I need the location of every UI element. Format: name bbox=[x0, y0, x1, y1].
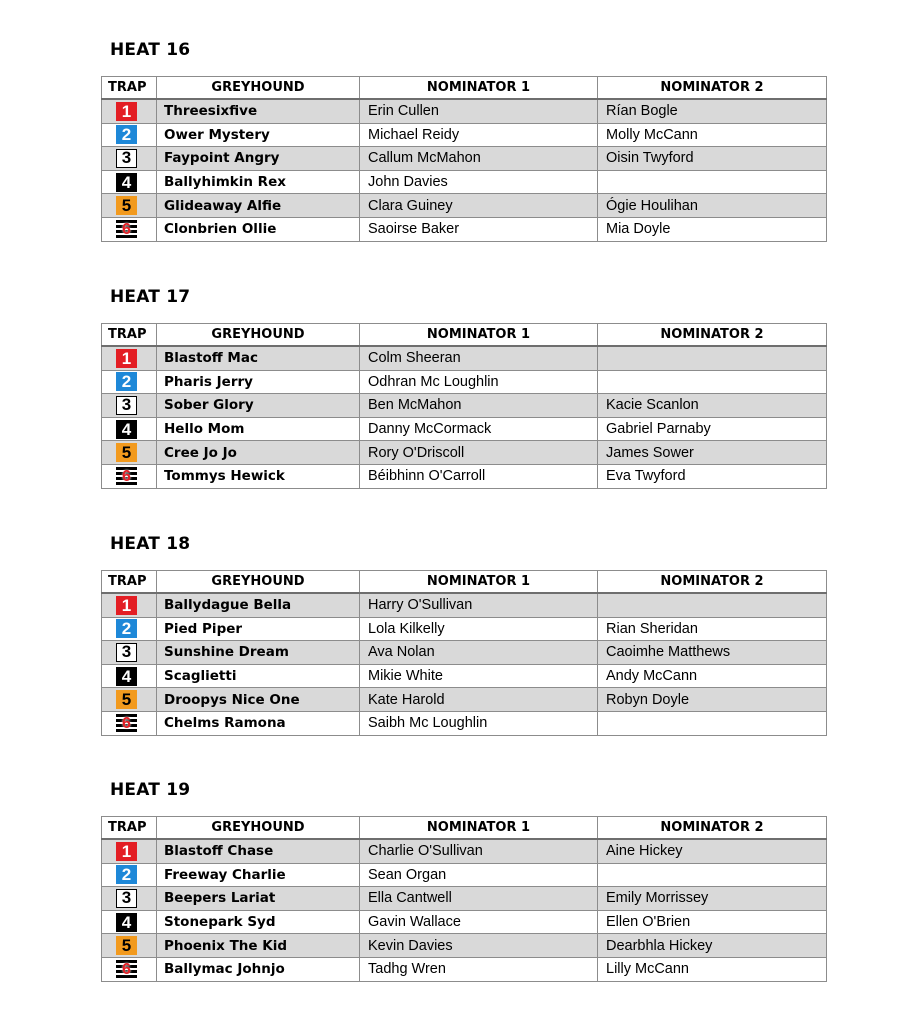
nominator-1: Sean Organ bbox=[360, 863, 598, 887]
table-row bbox=[102, 194, 827, 218]
trap-cell bbox=[102, 170, 157, 194]
nominator-2 bbox=[598, 370, 827, 394]
greyhound-name: Pharis Jerry bbox=[157, 370, 360, 394]
trap-3-icon: 3 bbox=[116, 643, 137, 662]
trap-cell bbox=[102, 863, 157, 887]
nominator-1: Erin Cullen bbox=[360, 99, 598, 123]
nominator-2: Mia Doyle bbox=[598, 217, 827, 241]
trap-1-icon: 1 bbox=[116, 349, 137, 368]
trap-header: TRAP bbox=[102, 817, 157, 840]
trap-cell bbox=[102, 641, 157, 665]
greyhound-name: Clonbrien Ollie bbox=[157, 217, 360, 241]
table-row bbox=[102, 217, 827, 241]
greyhound-header: GREYHOUND bbox=[157, 324, 360, 347]
heat-table bbox=[101, 323, 827, 489]
table-row bbox=[102, 957, 827, 981]
trap-cell bbox=[102, 688, 157, 712]
nominator-2 bbox=[598, 346, 827, 370]
trap-2-icon: 2 bbox=[116, 125, 137, 144]
greyhound-name: Threesixfive bbox=[157, 99, 360, 123]
nominator-2: Rían Bogle bbox=[598, 99, 827, 123]
trap-2-icon: 2 bbox=[116, 372, 137, 391]
table-row bbox=[102, 910, 827, 934]
heat-title: HEAT 19 bbox=[110, 780, 191, 800]
nominator-2: Ellen O'Brien bbox=[598, 910, 827, 934]
trap-5-icon: 5 bbox=[116, 196, 137, 215]
trap-5-icon: 5 bbox=[116, 936, 137, 955]
trap-5-icon: 5 bbox=[116, 443, 137, 462]
nominator1-header: NOMINATOR 1 bbox=[360, 571, 598, 594]
nominator-2: Andy McCann bbox=[598, 664, 827, 688]
nominator-1: Rory O'Driscoll bbox=[360, 441, 598, 465]
nominator-1: Clara Guiney bbox=[360, 194, 598, 218]
greyhound-name: Blastoff Mac bbox=[157, 346, 360, 370]
trap-2-icon: 2 bbox=[116, 865, 137, 884]
heat-table bbox=[101, 570, 827, 736]
nominator-2: Emily Morrissey bbox=[598, 887, 827, 911]
nominator-1: Saoirse Baker bbox=[360, 217, 598, 241]
nominator-2: Lilly McCann bbox=[598, 957, 827, 981]
nominator-2: Eva Twyford bbox=[598, 464, 827, 488]
greyhound-name: Scaglietti bbox=[157, 664, 360, 688]
table-row bbox=[102, 417, 827, 441]
nominator2-header: NOMINATOR 2 bbox=[598, 817, 827, 840]
nominator-2: Molly McCann bbox=[598, 123, 827, 147]
heat-section bbox=[0, 534, 906, 754]
nominator2-header: NOMINATOR 2 bbox=[598, 77, 827, 100]
nominator-2 bbox=[598, 593, 827, 617]
trap-cell bbox=[102, 934, 157, 958]
trap-cell bbox=[102, 957, 157, 981]
table-row bbox=[102, 934, 827, 958]
header-row bbox=[102, 77, 827, 100]
table-row bbox=[102, 688, 827, 712]
trap-cell bbox=[102, 346, 157, 370]
greyhound-header: GREYHOUND bbox=[157, 77, 360, 100]
heat-title: HEAT 17 bbox=[110, 287, 191, 307]
trap-cell bbox=[102, 370, 157, 394]
trap-4-icon: 4 bbox=[116, 420, 137, 439]
trap-cell bbox=[102, 123, 157, 147]
nominator-1: Colm Sheeran bbox=[360, 346, 598, 370]
table-row bbox=[102, 617, 827, 641]
trap-header: TRAP bbox=[102, 77, 157, 100]
trap-4-icon: 4 bbox=[116, 913, 137, 932]
nominator1-header: NOMINATOR 1 bbox=[360, 324, 598, 347]
table-row bbox=[102, 711, 827, 735]
nominator-2: Caoimhe Matthews bbox=[598, 641, 827, 665]
nominator1-header: NOMINATOR 1 bbox=[360, 817, 598, 840]
greyhound-name: Droopys Nice One bbox=[157, 688, 360, 712]
nominator-2: Aine Hickey bbox=[598, 839, 827, 863]
trap-3-icon: 3 bbox=[116, 149, 137, 168]
trap-cell bbox=[102, 441, 157, 465]
greyhound-name: Stonepark Syd bbox=[157, 910, 360, 934]
nominator-2: Oisin Twyford bbox=[598, 147, 827, 171]
trap-6-icon: 6 bbox=[116, 220, 137, 239]
nominator1-header: NOMINATOR 1 bbox=[360, 77, 598, 100]
nominator2-header: NOMINATOR 2 bbox=[598, 571, 827, 594]
trap-header: TRAP bbox=[102, 324, 157, 347]
trap-1-icon: 1 bbox=[116, 102, 137, 121]
heat-title: HEAT 16 bbox=[110, 40, 191, 60]
nominator-1: Michael Reidy bbox=[360, 123, 598, 147]
greyhound-name: Ballydague Bella bbox=[157, 593, 360, 617]
nominator-2: Ógie Houlihan bbox=[598, 194, 827, 218]
nominator-2: Rian Sheridan bbox=[598, 617, 827, 641]
greyhound-header: GREYHOUND bbox=[157, 817, 360, 840]
table-row bbox=[102, 887, 827, 911]
table-row bbox=[102, 839, 827, 863]
greyhound-name: Phoenix The Kid bbox=[157, 934, 360, 958]
trap-cell bbox=[102, 147, 157, 171]
greyhound-name: Hello Mom bbox=[157, 417, 360, 441]
trap-1-icon: 1 bbox=[116, 842, 137, 861]
nominator-2 bbox=[598, 170, 827, 194]
nominator-2: Gabriel Parnaby bbox=[598, 417, 827, 441]
nominator-1: Kevin Davies bbox=[360, 934, 598, 958]
trap-cell bbox=[102, 217, 157, 241]
trap-3-icon: 3 bbox=[116, 396, 137, 415]
nominator-1: Callum McMahon bbox=[360, 147, 598, 171]
nominator-1: Odhran Mc Loughlin bbox=[360, 370, 598, 394]
table-row bbox=[102, 123, 827, 147]
greyhound-name: Freeway Charlie bbox=[157, 863, 360, 887]
greyhound-name: Faypoint Angry bbox=[157, 147, 360, 171]
trap-cell bbox=[102, 194, 157, 218]
nominator-2: James Sower bbox=[598, 441, 827, 465]
heat-section bbox=[0, 40, 906, 260]
nominator2-header: NOMINATOR 2 bbox=[598, 324, 827, 347]
trap-cell bbox=[102, 464, 157, 488]
table-row bbox=[102, 863, 827, 887]
nominator-1: Ava Nolan bbox=[360, 641, 598, 665]
greyhound-name: Blastoff Chase bbox=[157, 839, 360, 863]
table-row bbox=[102, 664, 827, 688]
trap-cell bbox=[102, 417, 157, 441]
table-row bbox=[102, 394, 827, 418]
trap-1-icon: 1 bbox=[116, 596, 137, 615]
nominator-1: Charlie O'Sullivan bbox=[360, 839, 598, 863]
trap-cell bbox=[102, 664, 157, 688]
table-row bbox=[102, 147, 827, 171]
heat-section bbox=[0, 780, 906, 1000]
nominator-2: Dearbhla Hickey bbox=[598, 934, 827, 958]
greyhound-name: Cree Jo Jo bbox=[157, 441, 360, 465]
nominator-2 bbox=[598, 711, 827, 735]
table-row bbox=[102, 99, 827, 123]
nominator-2: Robyn Doyle bbox=[598, 688, 827, 712]
greyhound-name: Chelms Ramona bbox=[157, 711, 360, 735]
trap-6-icon: 6 bbox=[116, 960, 137, 979]
table-row bbox=[102, 441, 827, 465]
greyhound-name: Sunshine Dream bbox=[157, 641, 360, 665]
greyhound-name: Ballymac Johnjo bbox=[157, 957, 360, 981]
trap-3-icon: 3 bbox=[116, 889, 137, 908]
header-row bbox=[102, 571, 827, 594]
nominator-2: Kacie Scanlon bbox=[598, 394, 827, 418]
trap-6-icon: 6 bbox=[116, 467, 137, 486]
nominator-1: Béibhinn O'Carroll bbox=[360, 464, 598, 488]
table-row bbox=[102, 641, 827, 665]
nominator-1: Mikie White bbox=[360, 664, 598, 688]
trap-cell bbox=[102, 617, 157, 641]
trap-cell bbox=[102, 394, 157, 418]
trap-cell bbox=[102, 711, 157, 735]
trap-4-icon: 4 bbox=[116, 667, 137, 686]
nominator-1: Lola Kilkelly bbox=[360, 617, 598, 641]
trap-cell bbox=[102, 839, 157, 863]
table-row bbox=[102, 593, 827, 617]
greyhound-name: Beepers Lariat bbox=[157, 887, 360, 911]
nominator-2 bbox=[598, 863, 827, 887]
table-row bbox=[102, 346, 827, 370]
greyhound-name: Ower Mystery bbox=[157, 123, 360, 147]
greyhound-name: Tommys Hewick bbox=[157, 464, 360, 488]
header-row bbox=[102, 324, 827, 347]
greyhound-name: Glideaway Alfie bbox=[157, 194, 360, 218]
trap-5-icon: 5 bbox=[116, 690, 137, 709]
greyhound-header: GREYHOUND bbox=[157, 571, 360, 594]
nominator-1: John Davies bbox=[360, 170, 598, 194]
nominator-1: Danny McCormack bbox=[360, 417, 598, 441]
heat-table bbox=[101, 816, 827, 982]
table-row bbox=[102, 464, 827, 488]
trap-cell bbox=[102, 887, 157, 911]
table-row bbox=[102, 170, 827, 194]
greyhound-name: Ballyhimkin Rex bbox=[157, 170, 360, 194]
heat-title: HEAT 18 bbox=[110, 534, 191, 554]
trap-cell bbox=[102, 593, 157, 617]
nominator-1: Kate Harold bbox=[360, 688, 598, 712]
nominator-1: Tadhg Wren bbox=[360, 957, 598, 981]
trap-header: TRAP bbox=[102, 571, 157, 594]
heat-section bbox=[0, 287, 906, 507]
greyhound-name: Pied Piper bbox=[157, 617, 360, 641]
nominator-1: Harry O'Sullivan bbox=[360, 593, 598, 617]
table-row bbox=[102, 370, 827, 394]
trap-4-icon: 4 bbox=[116, 173, 137, 192]
nominator-1: Ella Cantwell bbox=[360, 887, 598, 911]
greyhound-name: Sober Glory bbox=[157, 394, 360, 418]
nominator-1: Gavin Wallace bbox=[360, 910, 598, 934]
trap-cell bbox=[102, 910, 157, 934]
nominator-1: Ben McMahon bbox=[360, 394, 598, 418]
header-row bbox=[102, 817, 827, 840]
heat-table bbox=[101, 76, 827, 242]
nominator-1: Saibh Mc Loughlin bbox=[360, 711, 598, 735]
trap-2-icon: 2 bbox=[116, 619, 137, 638]
trap-cell bbox=[102, 99, 157, 123]
trap-6-icon: 6 bbox=[116, 714, 137, 733]
